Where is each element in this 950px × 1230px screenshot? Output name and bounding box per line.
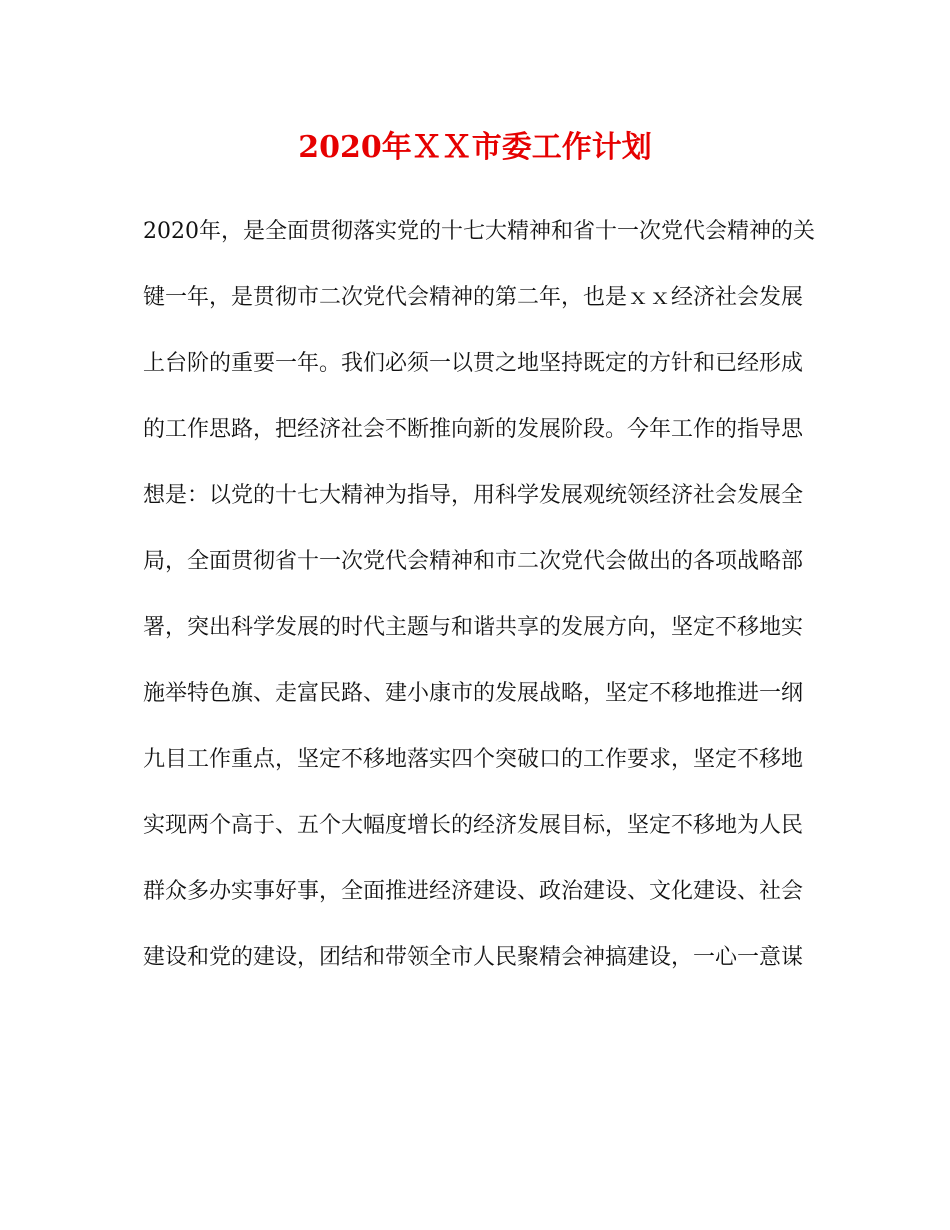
text-line: 局，全面贯彻省十一次党代会精神和市二次党代会做出的各项战略部 bbox=[143, 549, 804, 574]
text-line: 实现两个高于、五个大幅度增长的经济发展目标，坚定不移地为人民 bbox=[143, 813, 804, 838]
text-line: 建设和党的建设，团结和带领全市人民聚精会神搞建设，一心一意谋 bbox=[143, 945, 804, 970]
text-line: 施举特色旗、走富民路、建小康市的发展战略，坚定不移地推进一纲 bbox=[143, 681, 804, 706]
text-line: 的工作思路，把经济社会不断推向新的发展阶段。今年工作的指导思 bbox=[143, 417, 804, 442]
text-line: 上台阶的重要一年。我们必须一以贯之地坚持既定的方针和已经形成 bbox=[143, 351, 804, 376]
text-line: 键一年，是贯彻市二次党代会精神的第二年，也是ｘｘ经济社会发展 bbox=[143, 285, 804, 310]
text-line: 九目工作重点，坚定不移地落实四个突破口的工作要求，坚定不移地 bbox=[143, 747, 804, 772]
text-line: 群众多办实事好事，全面推进经济建设、政治建设、文化建设、社会 bbox=[143, 879, 804, 904]
page-title: 2020年ＸＸ市委工作计划 bbox=[298, 130, 652, 165]
body-text bbox=[143, 218, 815, 1010]
text-line: 2020年，是全面贯彻落实党的十七大精神和省十一次党代会精神的关 bbox=[143, 219, 815, 244]
text-line: 署，突出科学发展的时代主题与和谐共享的发展方向，坚定不移地实 bbox=[143, 615, 804, 640]
text-line: 想是：以党的十七大精神为指导，用科学发展观统领经济社会发展全 bbox=[143, 483, 804, 508]
